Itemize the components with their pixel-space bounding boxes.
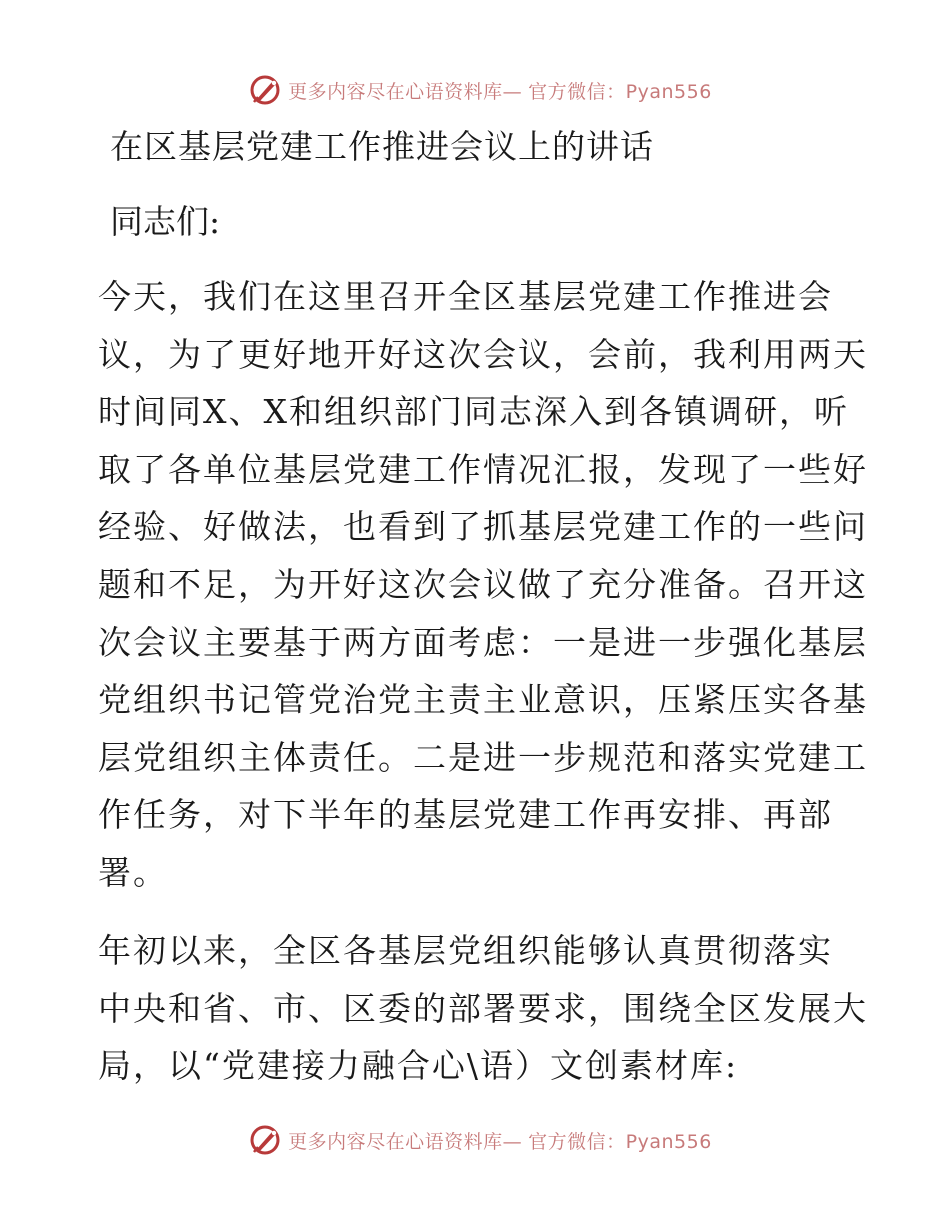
quill-logo-icon: [248, 1123, 282, 1157]
text-line: 今天，我们在这里召开全区基层党建工作推进会: [98, 277, 833, 316]
paragraph-1: [98, 268, 868, 902]
text-line: 党组织书记管党治党主责主业意识，压紧压实各基: [98, 680, 868, 720]
footer-banner: [0, 1120, 950, 1160]
document-title: 在区基层党建工作推进会议上的讲话: [110, 127, 654, 166]
text-line: 年初以来，全区各基层党组织能够认真贯彻落实: [98, 931, 833, 970]
text-line: 次会议主要基于两方面考虑：一是进一步强化基层: [98, 622, 868, 662]
text-line: 题和不足，为开好这次会议做了充分准备。召开这: [98, 564, 868, 604]
quill-logo-icon: [248, 73, 282, 107]
greeting: 同志们:: [110, 202, 221, 241]
text-line: 经验、好做法，也看到了抓基层党建工作的一些问: [98, 507, 868, 547]
paragraph-2: [98, 922, 868, 1095]
banner-wechat: 官方微信：Pyan556: [528, 1130, 712, 1153]
banner-wechat: 官方微信：Pyan556: [528, 80, 712, 103]
text-line: 署。: [98, 852, 168, 892]
text-line: 层党组织主体责任。二是进一步规范和落实党建工: [98, 737, 868, 777]
banner-text: 更多内容尽在心语资料库—: [288, 80, 523, 103]
banner-text: 更多内容尽在心语资料库—: [288, 1130, 523, 1153]
text-line: 局，以“党建接力融合心\语）文创素材库:: [98, 1046, 739, 1086]
header-banner: [0, 70, 950, 110]
text-line: 议，为了更好地开好这次会议，会前，我利用两天: [98, 334, 868, 374]
text-line: 时间同X、X和组织部门同志深入到各镇调研，听: [98, 392, 849, 432]
text-line: 中央和省、市、区委的部署要求，围绕全区发展大: [98, 988, 868, 1028]
text-line: 取了各单位基层党建工作情况汇报，发现了一些好: [98, 449, 868, 489]
text-line: 作任务，对下半年的基层党建工作再安排、再部: [98, 795, 833, 835]
